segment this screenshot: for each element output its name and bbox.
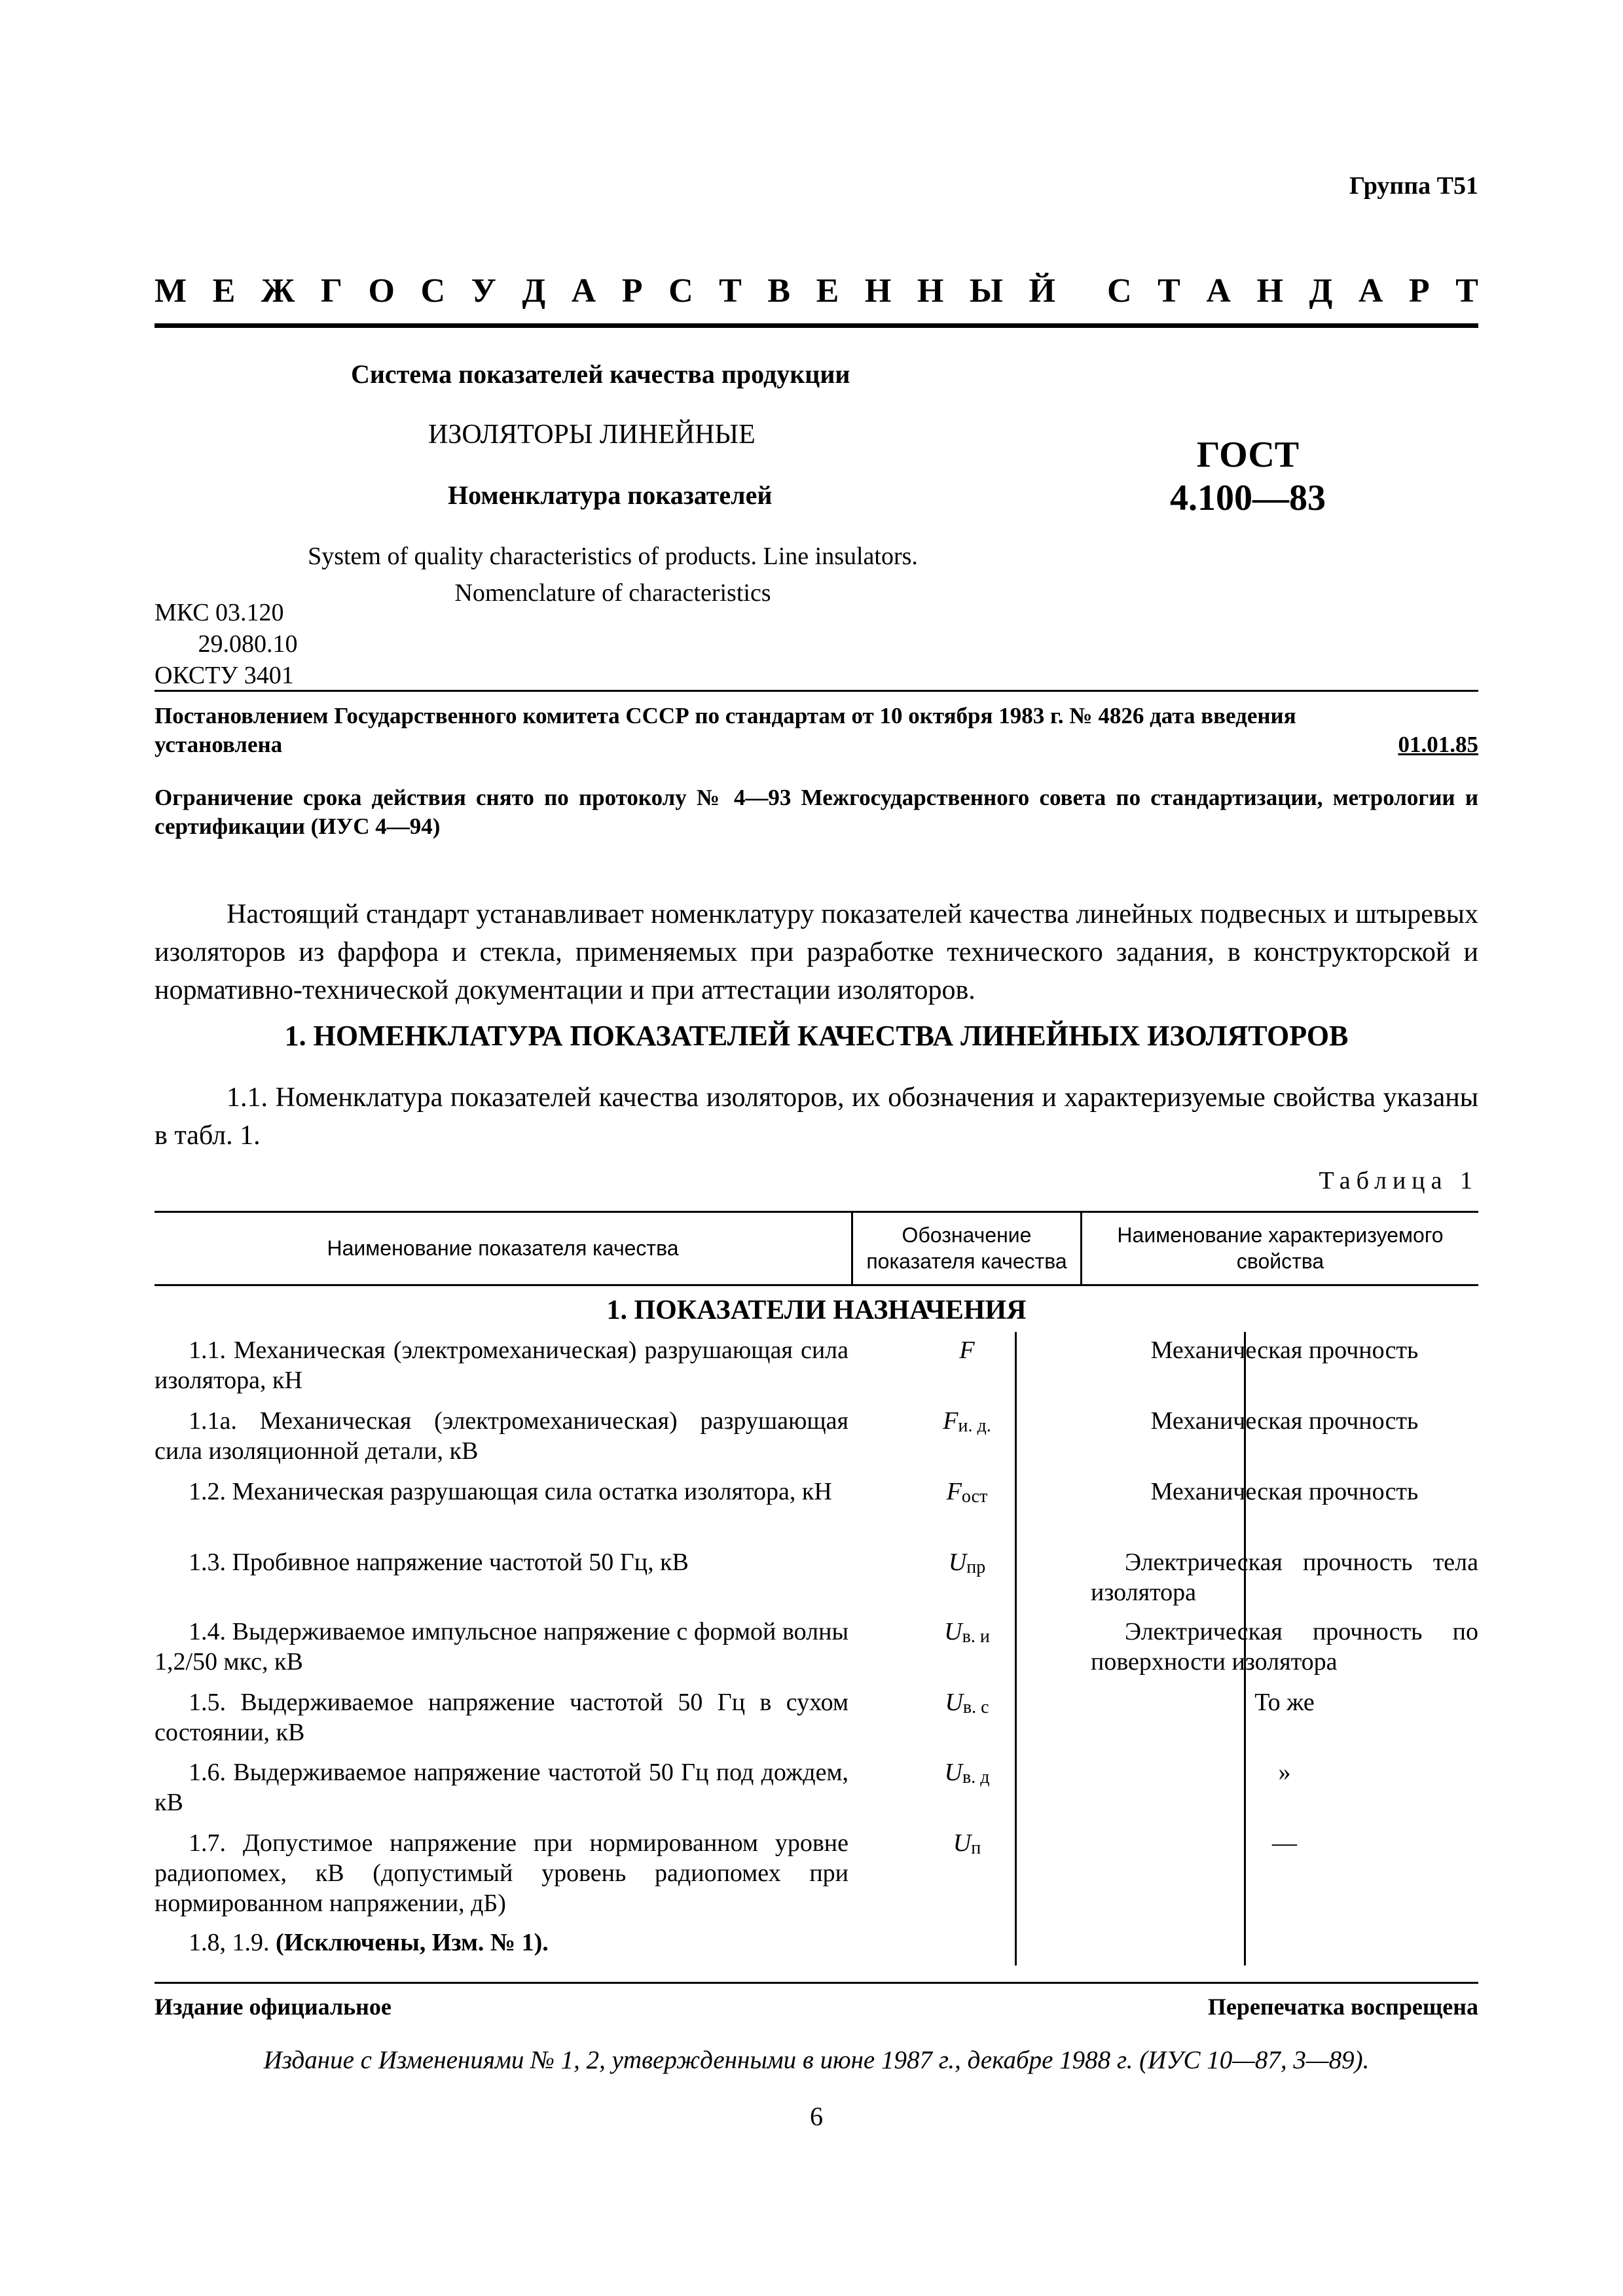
effective-date: 01.01.85 xyxy=(1398,732,1478,757)
banner-letter: Е xyxy=(212,272,236,310)
table-row-symbol: $U_п$ xyxy=(953,1829,981,1858)
table-row-name: 1.5. Выдерживаемое напряжение частотой 50 Гц в сухом состоянии, кВ xyxy=(155,1689,848,1746)
english-title-line: Nomenclature of characteristics xyxy=(454,579,771,607)
classification-codes xyxy=(155,597,298,691)
page-number: 6 xyxy=(810,2102,823,2131)
limitation-notice: Ограничение срока действия снято по протоколу № 4—93 Межгосударственного совета по стандартизации, метрологии и сертификации (ИУС 4—94) xyxy=(155,785,1478,839)
banner-letter: О xyxy=(368,272,395,310)
section-heading: 1. НОМЕНКЛАТУРА ПОКАЗАТЕЛЕЙ КАЧЕСТВА ЛИНЕЙНЫХ ИЗОЛЯТОРОВ xyxy=(284,1020,1349,1052)
table-row-name: 1.7. Допустимое напряжение при нормированном уровне радиопомех, кВ (допустимый уровень радиопомех при нормированном напряжении, дБ) xyxy=(155,1829,848,1917)
banner-letter: Т xyxy=(719,272,742,310)
table-row-property: » xyxy=(1278,1759,1291,1786)
official-edition-label: Издание официальное xyxy=(155,1994,392,2020)
table-header-rule xyxy=(155,1284,1478,1286)
banner-letter: Н xyxy=(864,272,892,310)
paragraph-1-1: 1.1. Номенклатура показателей качества изоляторов, их обозначения и характеризуемые свойства указаны в табл. 1. xyxy=(155,1083,1478,1151)
header-property-line: Наименование характеризуемого xyxy=(1117,1223,1444,1247)
header-rule xyxy=(155,690,1478,692)
table-row-symbol: $U_{в. и}$ xyxy=(944,1618,990,1647)
table-row-property: Механическая прочность xyxy=(1150,1407,1419,1435)
gost-number: 4.100—83 xyxy=(1170,478,1326,518)
system-title: Система показателей качества продукции xyxy=(351,359,850,389)
banner-letter: Д xyxy=(1309,272,1333,310)
banner-letter: С xyxy=(420,272,446,310)
banner-letter: С xyxy=(1107,272,1132,310)
group-code: Группа Т51 xyxy=(1349,172,1478,200)
header-property-line: свойства xyxy=(1236,1249,1324,1273)
document-title: ИЗОЛЯТОРЫ ЛИНЕЙНЫЕ xyxy=(428,420,756,450)
table-row-property: Электрическая прочность по поверхности изолятора xyxy=(1091,1618,1478,1676)
table-row-property: Электрическая прочность тела изолятора xyxy=(1091,1549,1478,1606)
banner-letter: Р xyxy=(621,272,643,310)
header-symbol-line: показателя качества xyxy=(866,1249,1067,1273)
banner-letter: С xyxy=(668,272,693,310)
gost-label: ГОСТ xyxy=(1196,435,1300,475)
banner-letter: А xyxy=(1206,272,1231,310)
banner-letter: Е xyxy=(816,272,839,310)
banner-letter: В xyxy=(767,272,791,310)
table-top-rule xyxy=(155,1211,1478,1213)
table-row-symbol: F xyxy=(959,1336,975,1364)
table-row-name: 1.8, 1.9. (Исключены, Изм. № 1). xyxy=(189,1929,549,1956)
banner-letter: Н xyxy=(1256,272,1283,310)
table-row-name: 1.6. Выдерживаемое напряжение частотой 50 Гц под дождем, кВ xyxy=(155,1759,848,1816)
table-row-symbol: $F_{и. д.}$ xyxy=(943,1407,991,1436)
table-row-name: 1.3. Пробивное напряжение частотой 50 Гц, кВ xyxy=(189,1549,689,1576)
document-subtitle: Номенклатура показателей xyxy=(448,480,773,510)
table-row-property: Механическая прочность xyxy=(1150,1336,1419,1364)
table-row-name: 1.4. Выдерживаемое импульсное напряжение с формой волны 1,2/50 мкс, кВ xyxy=(155,1618,848,1676)
decree-line: установлена xyxy=(155,732,283,757)
table-row-property: То же xyxy=(1254,1689,1315,1716)
banner-letter: Т xyxy=(1158,272,1180,310)
banner-letter: Ж xyxy=(261,272,295,310)
footer-rule xyxy=(155,1982,1478,1984)
interstate-standard-banner xyxy=(155,272,1478,310)
header-symbol-line: Обозначение xyxy=(902,1223,1032,1247)
english-title-line: System of quality characteristics of products. Line insulators. xyxy=(308,543,918,570)
table-row-property: — xyxy=(1272,1829,1297,1857)
intro-paragraph: Настоящий стандарт устанавливает номенклатуру показателей качества линейных подвесных и штыревых изоляторов из фарфора и стекла, применяемых при разработке технического задания, в конструкторской и нормативно-технической документации и при аттестации изоляторов. xyxy=(155,899,1478,1005)
table-row-name: 1.1. Механическая (электромеханическая) разрушающая сила изолятора, кН xyxy=(155,1336,848,1394)
gost-designation xyxy=(1166,433,1330,520)
table-row-symbol: $U_{в. д}$ xyxy=(944,1759,990,1787)
banner-letter: А xyxy=(571,272,596,310)
okstu-code: ОКСТУ 3401 xyxy=(155,662,294,689)
table-row-name: 1.1а. Механическая (электромеханическая) разрушающая сила изоляционной детали, кВ xyxy=(155,1407,848,1465)
decree-notice xyxy=(155,702,1478,759)
table-row-symbol: $F_{ост}$ xyxy=(946,1478,988,1507)
banner-letter: У xyxy=(471,272,496,310)
mks-code: МКС 03.120 xyxy=(155,599,284,626)
header-symbol xyxy=(853,1222,1080,1274)
table-label: Таблица 1 xyxy=(1319,1167,1478,1194)
table-group-heading: 1. ПОКАЗАТЕЛИ НАЗНАЧЕНИЯ xyxy=(606,1295,1027,1325)
banner-letter: Й xyxy=(1029,272,1055,310)
header-property xyxy=(1082,1222,1478,1274)
decree-line: Постановлением Государственного комитета СССР по стандартам от 10 октября 1983 г. № 4826 дата введения xyxy=(155,703,1296,728)
banner-letter: Г xyxy=(320,272,342,310)
mks-code: 29.080.10 xyxy=(155,630,298,658)
table-row-symbol: $U_{в. с}$ xyxy=(945,1689,989,1717)
banner-letter: А xyxy=(1358,272,1383,310)
banner-letter: Н xyxy=(917,272,944,310)
document-page xyxy=(155,0,1478,2296)
banner-letter: Р xyxy=(1408,272,1430,310)
header-name: Наименование показателя качества xyxy=(327,1236,679,1260)
banner-letter: Т xyxy=(1455,272,1478,310)
table-row-symbol: $U_{пр}$ xyxy=(948,1549,986,1577)
banner-letter: М xyxy=(155,272,187,310)
table-row-property: Механическая прочность xyxy=(1150,1478,1419,1505)
edition-note: Издание с Изменениями № 1, 2, утвержденными в июне 1987 г., декабре 1988 г. (ИУС 10—87, 3—89). xyxy=(263,2046,1370,2074)
table-row-name: 1.2. Механическая разрушающая сила остатка изолятора, кН xyxy=(189,1478,832,1505)
reprint-prohibited-label: Перепечатка воспрещена xyxy=(1207,1994,1478,2020)
banner-letter: Д xyxy=(522,272,546,310)
banner-rule xyxy=(155,323,1478,328)
banner-letter: Ы xyxy=(969,272,1003,310)
